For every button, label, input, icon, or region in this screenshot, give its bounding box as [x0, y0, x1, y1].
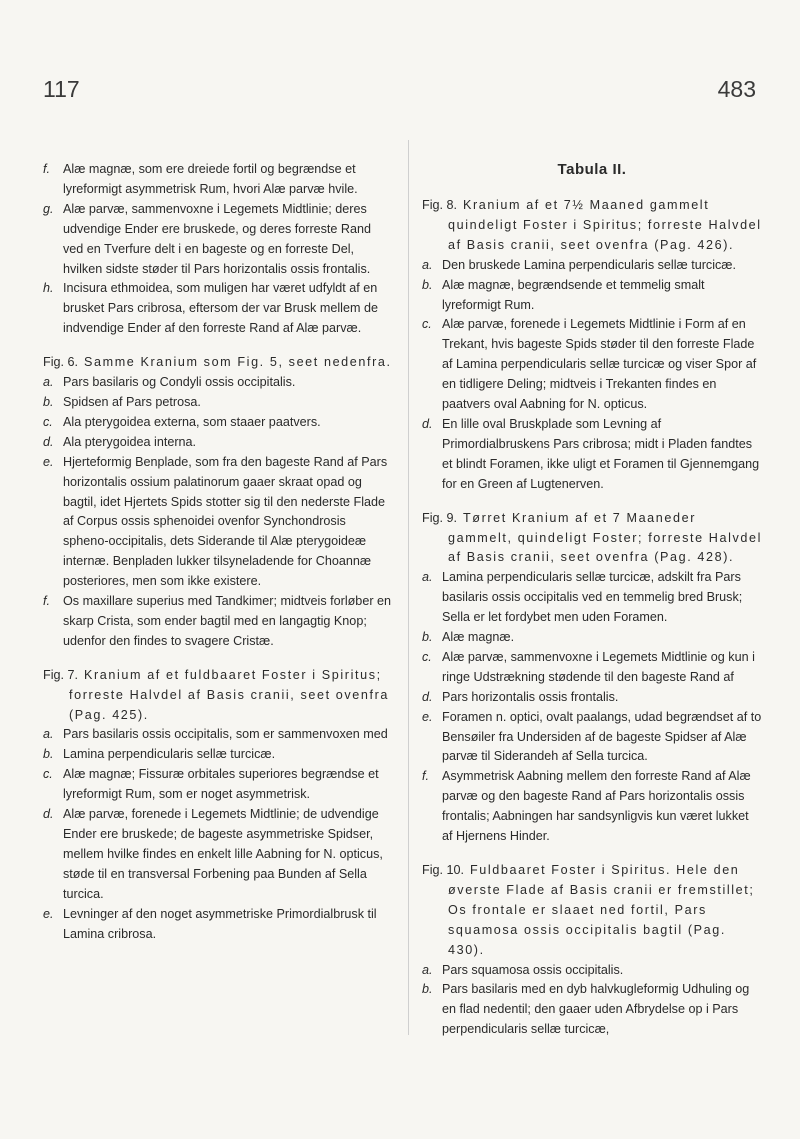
legend-text: Foramen n. optici, ovalt paalangs, udad begrændset af to Bensøiler fra Undersiden af de bageste Spidser af Alæ parvæ til Siderandeh af Sella turcica.: [442, 709, 762, 764]
figure-description: Kranium af et fuldbaaret Foster i Spiritus; forreste Halvdel af Basis cranii, seet ovenfra (Pag. 425).: [69, 667, 389, 722]
legend-text: En lille oval Bruskplade som Levning af Primordialbruskens Pars cribrosa; midt i Pladen fandtes et blindt Foramen, ikke uligt et Foramen til Gjennemgang for en Green af Lugtenerven.: [442, 416, 760, 491]
legend-text: Levninger af den noget asymmetriske Primordialbrusk til Lamina cribrosa.: [63, 906, 377, 941]
legend-entry: [43, 592, 393, 652]
page-number-left: 117: [43, 76, 80, 102]
legend-text: Alæ parvæ, forenede i Legemets Midtlinie i Form af en Trekant, hvis bageste Spids støder til den forreste Flade af Lamina perpendicularis sellæ turcicæ og viser Spor af en tidligere Deling; midtveis i Trekanten findes en paatvers oval Aabning for N. opticus.: [442, 317, 757, 412]
figure-description: Fuldbaaret Foster i Spiritus. Hele den øverste Flade af Basis cranii er fremstillet; Os frontale er slaaet ned fortil, Pars squamosa ossis occipitalis bagtil (Pag. 430).: [448, 863, 755, 957]
legend-letter: a.: [43, 727, 54, 742]
legend-text: Pars basilaris med en dyb halvkugleformig Udhuling og en flad nedentil; den gaaer uden Afbrydelse op i Pars perpendicularis sellæ turcicæ,: [442, 982, 750, 1037]
legend-text: Os maxillare superius med Tandkimer; midtveis forløber en skarp Crista, som ender bagtil med en langagtig Knop; udenfor den findes to svagere Cristæ.: [63, 594, 392, 648]
figure-number: Fig. 6.: [43, 355, 78, 370]
legend-letter: h.: [43, 281, 54, 296]
legend-text: Incisura ethmoidea, som muligen har været udfyldt af en brusket Pars cribrosa, eftersom der var Brusk mellem de indvendige Ender af den forreste Rand af Alæ parvæ.: [63, 281, 378, 336]
legend-text: Hjerteformig Benplade, som fra den bageste Rand af Pars horizontalis ossium palatinorum gaaer skraat opad og bagtil, idet Hjertets Spids stotter sig til den nederste Flade af Corpus ossis sphenoidei ovenfor Synchondrosis spheno-occipitalis, dets Siderande til Alæ pterygoideæ internæ. Benpladen lukker tilsyneladende for Choannæ posteriores, men som ikke existere.: [63, 454, 388, 589]
legend-letter: f.: [43, 162, 50, 176]
legend-entry: [43, 373, 393, 393]
legend-letter: b.: [422, 982, 433, 997]
legend-entry: [43, 393, 393, 413]
legend-entry: [422, 276, 762, 316]
figure-number: Fig. 10.: [422, 863, 464, 877]
legend-text: Pars horizontalis ossis frontalis.: [442, 689, 619, 704]
figure-number: Fig. 9.: [422, 510, 457, 525]
legend-entry: [422, 767, 762, 847]
legend-text: Lamina perpendicularis sellæ turcicæ.: [63, 747, 276, 762]
figure-caption: [422, 509, 762, 569]
legend-entry: [43, 725, 393, 745]
legend-text: Asymmetrisk Aabning mellem den forreste Rand af Alæ parvæ og den bageste Rand af Pars horizontalis ossis frontalis; Aabningen har sandsynligvis kun været lukket af Hjernens Hinder.: [442, 769, 751, 844]
legend-entry: [422, 415, 762, 495]
legend-entry: [43, 745, 393, 765]
legend-letter: a.: [422, 570, 433, 585]
legend-letter: c.: [43, 414, 53, 429]
legend-entry: [43, 453, 393, 592]
legend-letter: c.: [422, 649, 432, 664]
legend-text: Alæ magnæ; Fissuræ orbitales superiores begrændse et lyreformigt Rum, som er noget asymmetrisk.: [63, 767, 379, 802]
column-divider: [408, 140, 409, 1035]
legend-letter: g.: [43, 201, 54, 216]
figure-number: Fig. 7.: [43, 667, 78, 682]
legend-letter: b.: [422, 277, 433, 292]
right-column-items: [422, 196, 762, 1040]
legend-letter: a.: [422, 962, 433, 977]
legend-letter: e.: [422, 709, 433, 724]
legend-letter: c.: [422, 317, 432, 332]
legend-letter: b.: [422, 630, 433, 645]
legend-letter: f.: [43, 594, 50, 609]
legend-letter: d.: [43, 807, 54, 822]
legend-letter: d.: [43, 434, 54, 449]
legend-letter: d.: [422, 689, 433, 704]
legend-text: Alæ magnæ, begrændsende et temmelig smalt lyreformigt Rum.: [442, 277, 705, 312]
legend-entry: [422, 648, 762, 688]
legend-letter: e.: [43, 906, 54, 921]
legend-text: Alæ parvæ, sammenvoxne i Legemets Midtlinie og kun i ringe Udstrækning stødende til den bageste Rand af: [442, 649, 755, 684]
legend-entry: [422, 315, 762, 415]
legend-letter: a.: [43, 375, 54, 390]
legend-text: Alæ magnæ.: [442, 630, 515, 645]
legend-entry: [43, 905, 393, 945]
figure-description: Kranium af et 7½ Maaned gammelt quindeligt Foster i Spiritus; forreste Halvdel af Basis cranii, seet ovenfra (Pag. 426).: [448, 198, 762, 252]
legend-letter: b.: [43, 394, 54, 409]
legend-text: Pars basilaris ossis occipitalis, som er sammenvoxen med: [63, 727, 388, 742]
legend-letter: f.: [422, 769, 429, 784]
left-column: [43, 160, 393, 944]
legend-text: Lamina perpendicularis sellæ turcicæ, adskilt fra Pars basilaris ossis occipitalis ved en temmelig bred Brusk; Sella er let fordybet men uden Foramen.: [442, 570, 743, 625]
legend-entry: [43, 200, 393, 280]
legend-letter: b.: [43, 747, 54, 762]
legend-entry: [422, 980, 762, 1040]
legend-entry: [43, 413, 393, 433]
legend-entry: [43, 805, 393, 905]
legend-entry: [43, 160, 393, 200]
figure-caption: [422, 861, 762, 961]
legend-text: Pars basilaris og Condyli ossis occipitalis.: [63, 375, 296, 390]
legend-text: Ala pterygoidea interna.: [63, 434, 197, 449]
legend-letter: c.: [43, 767, 53, 782]
legend-letter: d.: [422, 416, 433, 431]
legend-entry: [43, 279, 393, 339]
figure-caption: [43, 666, 393, 726]
figure-caption: [422, 196, 762, 256]
legend-text: Den bruskede Lamina perpendicularis sellæ turcicæ.: [442, 257, 736, 272]
right-column: [422, 160, 762, 1040]
legend-entry: [422, 708, 762, 768]
legend-entry: [422, 628, 762, 648]
figure-description: Tørret Kranium af et 7 Maaneder gammelt, quindeligt Foster; forreste Halvdel af Basis cranii, seet ovenfra (Pag. 428).: [448, 510, 762, 565]
legend-text: Alæ parvæ, sammenvoxne i Legemets Midtlinie; deres udvendige Ender ere bruskede, og deres forreste Rand ved en Tverfure delt i en bageste og en forreste Del, hvilken sidste støder til Pars horizontalis ossis frontalis.: [63, 201, 372, 276]
figure-number: Fig. 8.: [422, 198, 457, 212]
legend-text: Pars squamosa ossis occipitalis.: [442, 962, 624, 977]
legend-entry: [422, 256, 762, 276]
legend-entry: [43, 765, 393, 805]
legend-text: Ala pterygoidea externa, som staaer paatvers.: [63, 414, 321, 429]
legend-entry: [422, 961, 762, 981]
figure-description: Samme Kranium som Fig. 5, seet nedenfra.: [84, 355, 392, 370]
legend-letter: e.: [43, 454, 54, 469]
legend-text: Alæ parvæ, forenede i Legemets Midtlinie; de udvendige Ender ere bruskede; de bageste asymmetriske Spidser, mellem hvilke findes en enkelt lille Aabning for N. opticus, støde til en transversal Forbening paa Bunden af Sella turcica.: [63, 807, 383, 901]
page-number-right: 483: [717, 76, 756, 102]
legend-entry: [422, 568, 762, 628]
legend-letter: a.: [422, 257, 433, 272]
figure-caption: [43, 353, 393, 373]
legend-entry: [422, 688, 762, 708]
legend-text: Spidsen af Pars petrosa.: [63, 394, 201, 409]
legend-entry: [43, 433, 393, 453]
legend-text: Alæ magnæ, som ere dreiede fortil og begrændse et lyreformigt asymmetrisk Rum, hvori Alæ parvæ hvile.: [63, 162, 358, 196]
plate-heading: Tabula II.: [557, 161, 627, 178]
